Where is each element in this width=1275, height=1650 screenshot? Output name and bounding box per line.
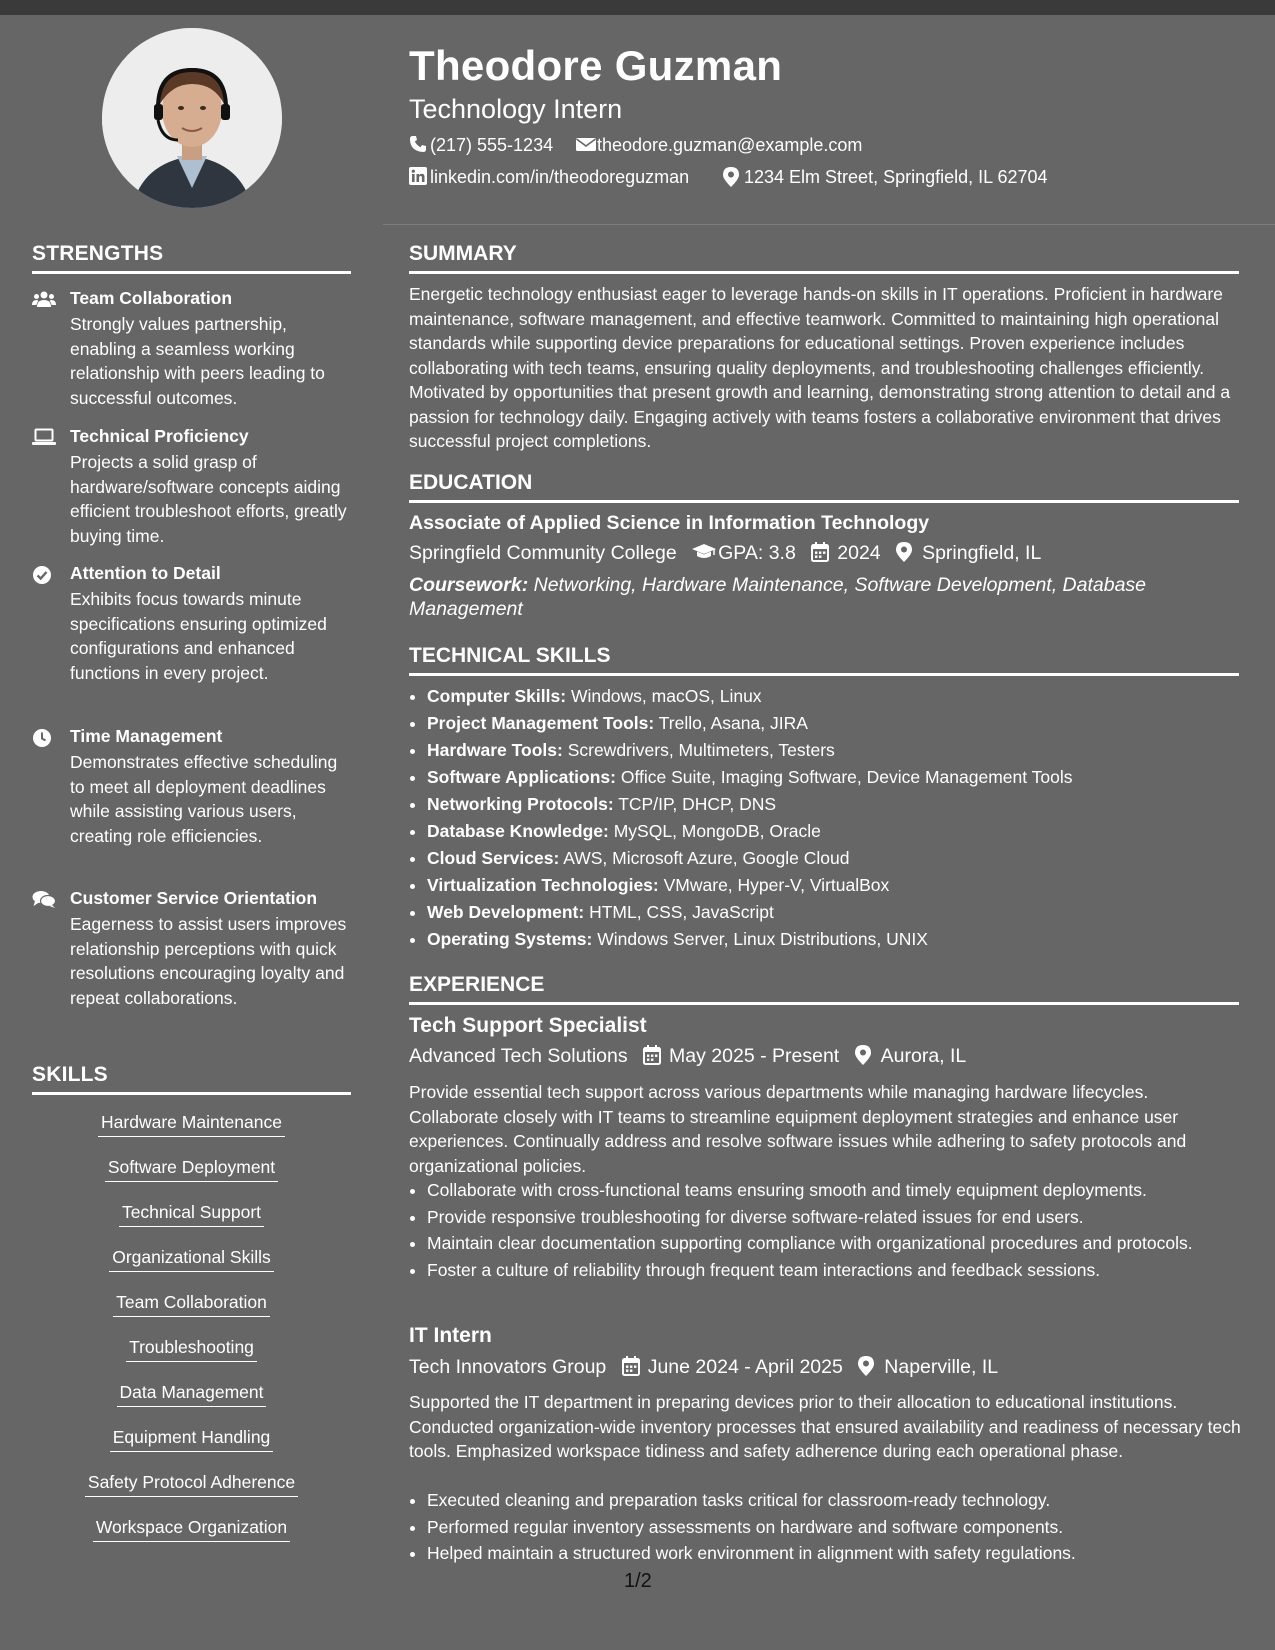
calendar-icon: [811, 542, 831, 562]
education-heading: EDUCATION: [409, 471, 1239, 503]
strength-desc: Eagerness to assist users improves relationship perceptions with quick resolutions encouraging loyalty and repeat collaborations.: [70, 914, 347, 1008]
email-contact[interactable]: theodore.guzman@example.com: [576, 135, 862, 156]
list-item: • Networking Protocols: TCP/IP, DHCP, DNS: [427, 791, 1247, 818]
job-meta: [409, 1356, 998, 1379]
strength-title: Customer Service Orientation: [70, 888, 318, 908]
school-location: Springfield, IL: [922, 542, 1042, 564]
header-divider: [383, 224, 1275, 225]
strength-title: Team Collaboration: [70, 288, 233, 308]
laptop-icon: [32, 428, 56, 448]
experience-heading: EXPERIENCE: [409, 973, 1239, 1005]
job-title: Tech Support Specialist: [409, 1014, 647, 1037]
candidate-name: Theodore Guzman: [409, 42, 783, 89]
list-item: • Hardware Tools: Screwdrivers, Multimeters, Testers: [427, 737, 1247, 764]
phone-contact: (217) 555-1234: [409, 135, 553, 156]
company-name: Advanced Tech Solutions: [409, 1045, 628, 1067]
list-item: • Software Applications: Office Suite, Imaging Software, Device Management Tools: [427, 764, 1247, 791]
job-bullets: [409, 1178, 1249, 1284]
strength-desc: Exhibits focus towards minute specifications ensuring optimized configurations and enhanced functions in every project.: [70, 589, 327, 683]
users-icon: [32, 290, 56, 310]
summary-heading: SUMMARY: [409, 242, 1239, 274]
calendar-icon: [622, 1356, 642, 1376]
coursework-label: Coursework:: [409, 574, 529, 596]
skills-heading: SKILLS: [32, 1063, 351, 1095]
skill-tag: Technical Support: [32, 1202, 351, 1227]
skill-tag: Data Management: [32, 1382, 351, 1407]
map-pin-icon: [723, 167, 741, 185]
school-name: Springfield Community College: [409, 542, 677, 564]
strength-desc: Projects a solid grasp of hardware/software concepts aiding efficient troubleshoot efforts, greatly buying time.: [70, 452, 347, 546]
skill-tag: Organizational Skills: [32, 1247, 351, 1272]
job-location: Aurora, IL: [880, 1045, 967, 1067]
calendar-icon: [643, 1045, 663, 1065]
job-bullets: [409, 1488, 1249, 1568]
coursework-list: Networking, Hardware Maintenance, Software Development, Database Management: [409, 574, 1147, 620]
skill-tag: Workspace Organization: [32, 1517, 351, 1542]
map-pin-icon: [896, 542, 916, 562]
strength-title: Time Management: [70, 726, 223, 746]
list-item: • Performed regular inventory assessments on hardware and software components.: [427, 1515, 1249, 1540]
skill-tag: Hardware Maintenance: [32, 1112, 351, 1137]
profile-photo: [102, 28, 282, 208]
education-meta: [409, 542, 1041, 565]
skill-tag: Team Collaboration: [32, 1292, 351, 1317]
job-dates: June 2024 - April 2025: [647, 1356, 843, 1378]
check-circle-icon: [32, 565, 56, 585]
skill-tag: Troubleshooting: [32, 1337, 351, 1362]
map-pin-icon: [855, 1045, 875, 1065]
skill-tag: Equipment Handling: [32, 1427, 351, 1452]
strength-desc: Demonstrates effective scheduling to meet all deployment deadlines while assisting various users, creating role efficiencies.: [70, 752, 338, 846]
map-pin-icon: [858, 1356, 878, 1376]
strengths-heading: STRENGTHS: [32, 242, 351, 274]
address-contact: 1234 Elm Street, Springfield, IL 62704: [723, 167, 1048, 188]
list-item: • Collaborate with cross-functional teams ensuring smooth and timely equipment deployments.: [427, 1178, 1249, 1203]
linkedin-icon: [409, 167, 427, 185]
job-description: Provide essential tech support across various departments while managing hardware lifecycles. Collaborate closely with IT teams to streamline equipment deployment strategies and enhance user experiences. Continually address and resolve software issues while adhering to safety protocols and organizational policies.: [409, 1082, 1187, 1176]
graduation-cap-icon: [692, 542, 712, 562]
skill-tag: Software Deployment: [32, 1157, 351, 1182]
list-item: • Operating Systems: Windows Server, Linux Distributions, UNIX: [427, 926, 1247, 953]
comments-icon: [32, 890, 56, 910]
strength-desc: Strongly values partnership, enabling a seamless working relationship with peers leading to successful outcomes.: [70, 314, 325, 408]
list-item: • Project Management Tools: Trello, Asana, JIRA: [427, 710, 1247, 737]
job-dates: May 2025 - Present: [669, 1045, 840, 1067]
technical-skills-heading: TECHNICAL SKILLS: [409, 644, 1239, 676]
job-description: Supported the IT department in preparing devices prior to their allocation to educational institutions. Conducted organization-wide inventory processes that ensured availability and readiness of necessary tech tools. Emphasized workspace tidiness and safety adherence during each operational phase.: [409, 1392, 1241, 1461]
gpa: GPA: 3.8: [718, 542, 796, 564]
candidate-role: Technology Intern: [409, 94, 623, 124]
phone-icon: [409, 135, 427, 153]
job-location: Naperville, IL: [884, 1356, 999, 1378]
coursework: [409, 573, 1209, 621]
strength-title: Technical Proficiency: [70, 426, 249, 446]
list-item: • Virtualization Technologies: VMware, Hyper-V, VirtualBox: [427, 872, 1247, 899]
list-item: • Cloud Services: AWS, Microsoft Azure, Google Cloud: [427, 845, 1247, 872]
list-item: • Web Development: HTML, CSS, JavaScript: [427, 899, 1247, 926]
list-item: • Foster a culture of reliability through frequent team interactions and feedback sessions.: [427, 1258, 1249, 1283]
top-bar: [0, 0, 1275, 15]
clock-icon: [32, 728, 56, 748]
list-item: • Helped maintain a structured work environment in alignment with safety regulations.: [427, 1541, 1249, 1566]
strength-title: Attention to Detail: [70, 563, 221, 583]
envelope-icon: [576, 135, 594, 153]
list-item: • Maintain clear documentation supporting compliance with organizational procedures and protocols.: [427, 1231, 1249, 1256]
skill-tag: Safety Protocol Adherence: [32, 1472, 351, 1497]
technical-skills-list: [409, 683, 1247, 953]
list-item: • Computer Skills: Windows, macOS, Linux: [427, 683, 1247, 710]
summary-text: Energetic technology enthusiast eager to leverage hands-on skills in IT operations. Proficient in hardware maintenance, software management, and effective teamwork. Committed to maintaining high operational standards while supporting device preparations for educational settings. Proven experience includes collaborating with tech teams, ensuring quality deployments, and troubleshooting challenges efficiently. Motivated by opportunities that present growth and learning, demonstrating strong attention to detail and a passion for technology daily. Engaging actively with teams fosters a collaborative environment that drives successful project completions.: [409, 284, 1231, 451]
list-item: • Database Knowledge: MySQL, MongoDB, Oracle: [427, 818, 1247, 845]
graduation-year: 2024: [837, 542, 881, 564]
list-item: • Executed cleaning and preparation tasks critical for classroom-ready technology.: [427, 1488, 1249, 1513]
degree-title: Associate of Applied Science in Information Technology: [409, 512, 930, 534]
company-name: Tech Innovators Group: [409, 1356, 607, 1378]
job-meta: [409, 1045, 966, 1068]
page-number: 1/2: [624, 1570, 652, 1592]
linkedin-contact[interactable]: linkedin.com/in/theodoreguzman: [409, 167, 689, 188]
list-item: • Provide responsive troubleshooting for diverse software-related issues for end users.: [427, 1205, 1249, 1230]
job-title: IT Intern: [409, 1324, 492, 1347]
